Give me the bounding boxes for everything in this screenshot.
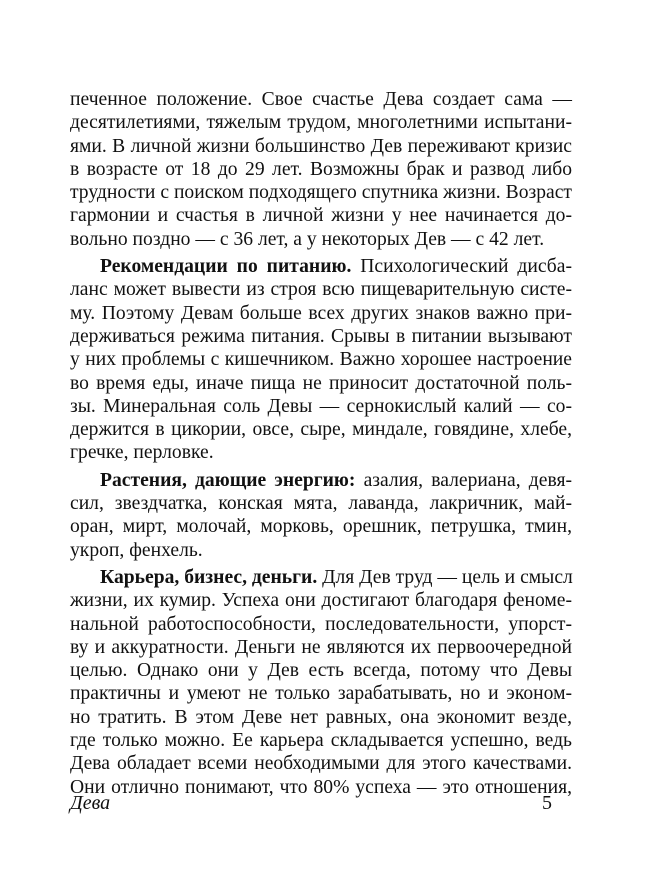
text-line: му. Поэтому Девам больше всех других знаков важно при- — [70, 302, 572, 324]
text-line: ланс может вывести из строя всю пищеварительную систе- — [70, 279, 572, 301]
text-line: гречке, перловке. — [70, 442, 214, 464]
text-line — [70, 566, 572, 589]
text-line: печенное положение. Свое счастье Дева создает сама — — [70, 89, 572, 110]
text-line — [70, 469, 572, 492]
section-heading: Растения, дающие энергию: — [100, 469, 356, 491]
section-heading: Рекомендации по питанию. — [100, 256, 352, 278]
text-line: где только можно. Ее карьера складывается успешно, ведь — [70, 730, 572, 752]
text-line — [70, 255, 572, 278]
text-fragment: Для Дев труд — цель и смысл — [317, 566, 573, 588]
paragraph-intro — [70, 88, 572, 251]
running-title: Дева — [70, 792, 111, 814]
text-fragment: азалия, валериана, девя- — [355, 469, 572, 491]
paragraph-career — [70, 566, 572, 799]
paragraph-plants — [70, 469, 572, 562]
text-line: жизни, их кумир. Успеха они достигают благодаря феноме- — [70, 590, 572, 612]
text-line: целью. Однако они у Дев есть всегда, потому что Девы — [70, 660, 572, 682]
paragraph-nutrition — [70, 255, 572, 465]
text-line: практичны и умеют не только зарабатывать, но и эконом- — [70, 683, 572, 705]
text-line: ями. В личной жизни большинство Дев переживают кризис — [70, 135, 572, 157]
text-line: гармонии и счастья в личной жизни у нее начинается до- — [70, 205, 572, 227]
text-line: оран, мирт, молочай, морковь, орешник, петрушка, тмин, — [70, 516, 572, 538]
text-line: во время еды, иначе пища не приносит достаточной поль- — [70, 372, 572, 394]
text-fragment: Психологический дисба- — [351, 256, 572, 278]
text-line: в возрасте от 18 до 29 лет. Возможны брак и развод либо — [70, 158, 572, 180]
text-line: нальной работоспособности, последовательности, упорст- — [70, 613, 572, 635]
section-heading: Карьера, бизнес, деньги. — [100, 566, 318, 588]
text-line: сил, звездчатка, конская мята, лаванда, лакричник, май- — [70, 493, 572, 515]
text-line: укроп, фенхель. — [70, 539, 203, 561]
text-line: десятилетиями, тяжелым трудом, многолетними испытани- — [70, 112, 572, 134]
text-line: вольно поздно — с 36 лет, а у некоторых Дев — с 42 лет. — [70, 228, 545, 250]
text-line: держится в цикории, овсе, сыре, миндале, говядине, хлебе, — [70, 419, 572, 441]
text-line: но тратить. В этом Деве нет равных, она экономит везде, — [70, 706, 572, 728]
text-line: Дева обладает всеми необходимыми для этого качествами. — [70, 753, 572, 775]
text-line: держиваться режима питания. Срывы в питании вызывают — [70, 325, 572, 347]
text-line: трудности с поиском подходящего спутника жизни. Возраст — [70, 182, 572, 204]
page-body — [70, 88, 572, 799]
text-line: Они отлично понимают, что 80% успеха — это отношения, — [70, 776, 572, 798]
page-number: 5 — [542, 792, 552, 814]
text-line: зы. Минеральная соль Девы — сернокислый калий — со- — [70, 395, 572, 417]
text-line: у них проблемы с кишечником. Важно хорошее настроение — [70, 349, 572, 371]
text-line: ву и аккуратности. Деньги не являются их первоочередной — [70, 636, 572, 658]
